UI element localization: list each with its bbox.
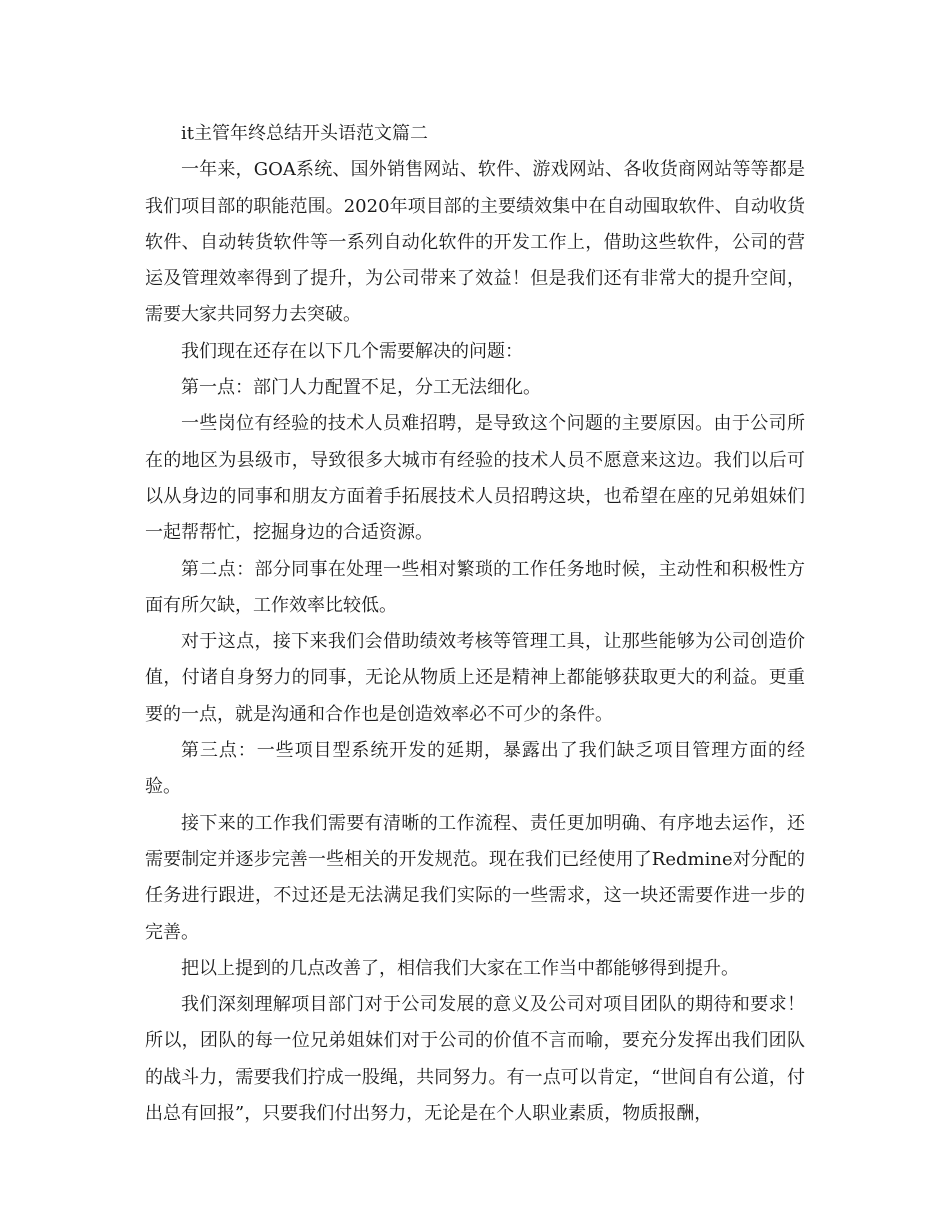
paragraph: 第一点：部门人力配置不足，分工无法细化。: [181, 377, 541, 399]
paragraph: 第三点：一些项目型系统开发的延期，暴露出了我们缺乏项目管理方面的经验。: [145, 740, 805, 798]
paragraph: 一年来，GOA系统、国外销售网站、软件、游戏网站、各收货商网站等等都是我们项目部的职能范围。2020年项目部的主要绩效集中在自动囤取软件、自动收货软件、自动转货软件等一系列自动化软件的开发工作上，借助这些软件，公司的营运及管理效率得到了提升，为公司带来了效益！但是我们还有非常大的提升空间，需要大家共同努力去突破。: [145, 159, 805, 326]
paragraph: 对于这点，接下来我们会借助绩效考核等管理工具，让那些能够为公司创造价值，付诸自身努力的同事，无论从物质上还是精神上都能够获取更大的利益。更重要的一点，就是沟通和合作也是创造效率必不可少的条件。: [145, 631, 805, 725]
document-title: it主管年终总结开头语范文篇二: [181, 123, 428, 144]
paragraph: 我们深刻理解项目部门对于公司发展的意义及公司对项目团队的期待和要求！所以，团队的每一位兄弟姐妹们对于公司的价值不言而喻，要充分发挥出我们团队的战斗力，需要我们拧成一股绳，共同努力。有一点可以肯定，“世间自有公道，付出总有回报”，只要我们付出努力，无论是在个人职业素质，物质报酬，: [145, 994, 805, 1125]
paragraph: 第二点：部分同事在处理一些相对繁琐的工作任务地时候，主动性和积极性方面有所欠缺，工作效率比较低。: [145, 558, 805, 616]
paragraph: 把以上提到的几点改善了，相信我们大家在工作当中都能够得到提升。: [181, 957, 739, 979]
paragraph: 接下来的工作我们需要有清晰的工作流程、责任更加明确、有序地去运作，还需要制定并逐步完善一些相关的开发规范。现在我们已经使用了Redmine对分配的任务进行跟进，不过还是无法满足我们实际的一些需求，这一块还需要作进一步的完善。: [145, 812, 805, 943]
paragraph: 我们现在还存在以下几个需要解决的问题：: [181, 340, 523, 362]
paragraph: 一些岗位有经验的技术人员难招聘，是导致这个问题的主要原因。由于公司所在的地区为县级市，导致很多大城市有经验的技术人员不愿意来这边。我们以后可以从身边的同事和朋友方面着手拓展技术人员招聘这块，也希望在座的兄弟姐妹们一起帮帮忙，挖掘身边的合适资源。: [145, 413, 805, 544]
document-body: [145, 116, 805, 1132]
